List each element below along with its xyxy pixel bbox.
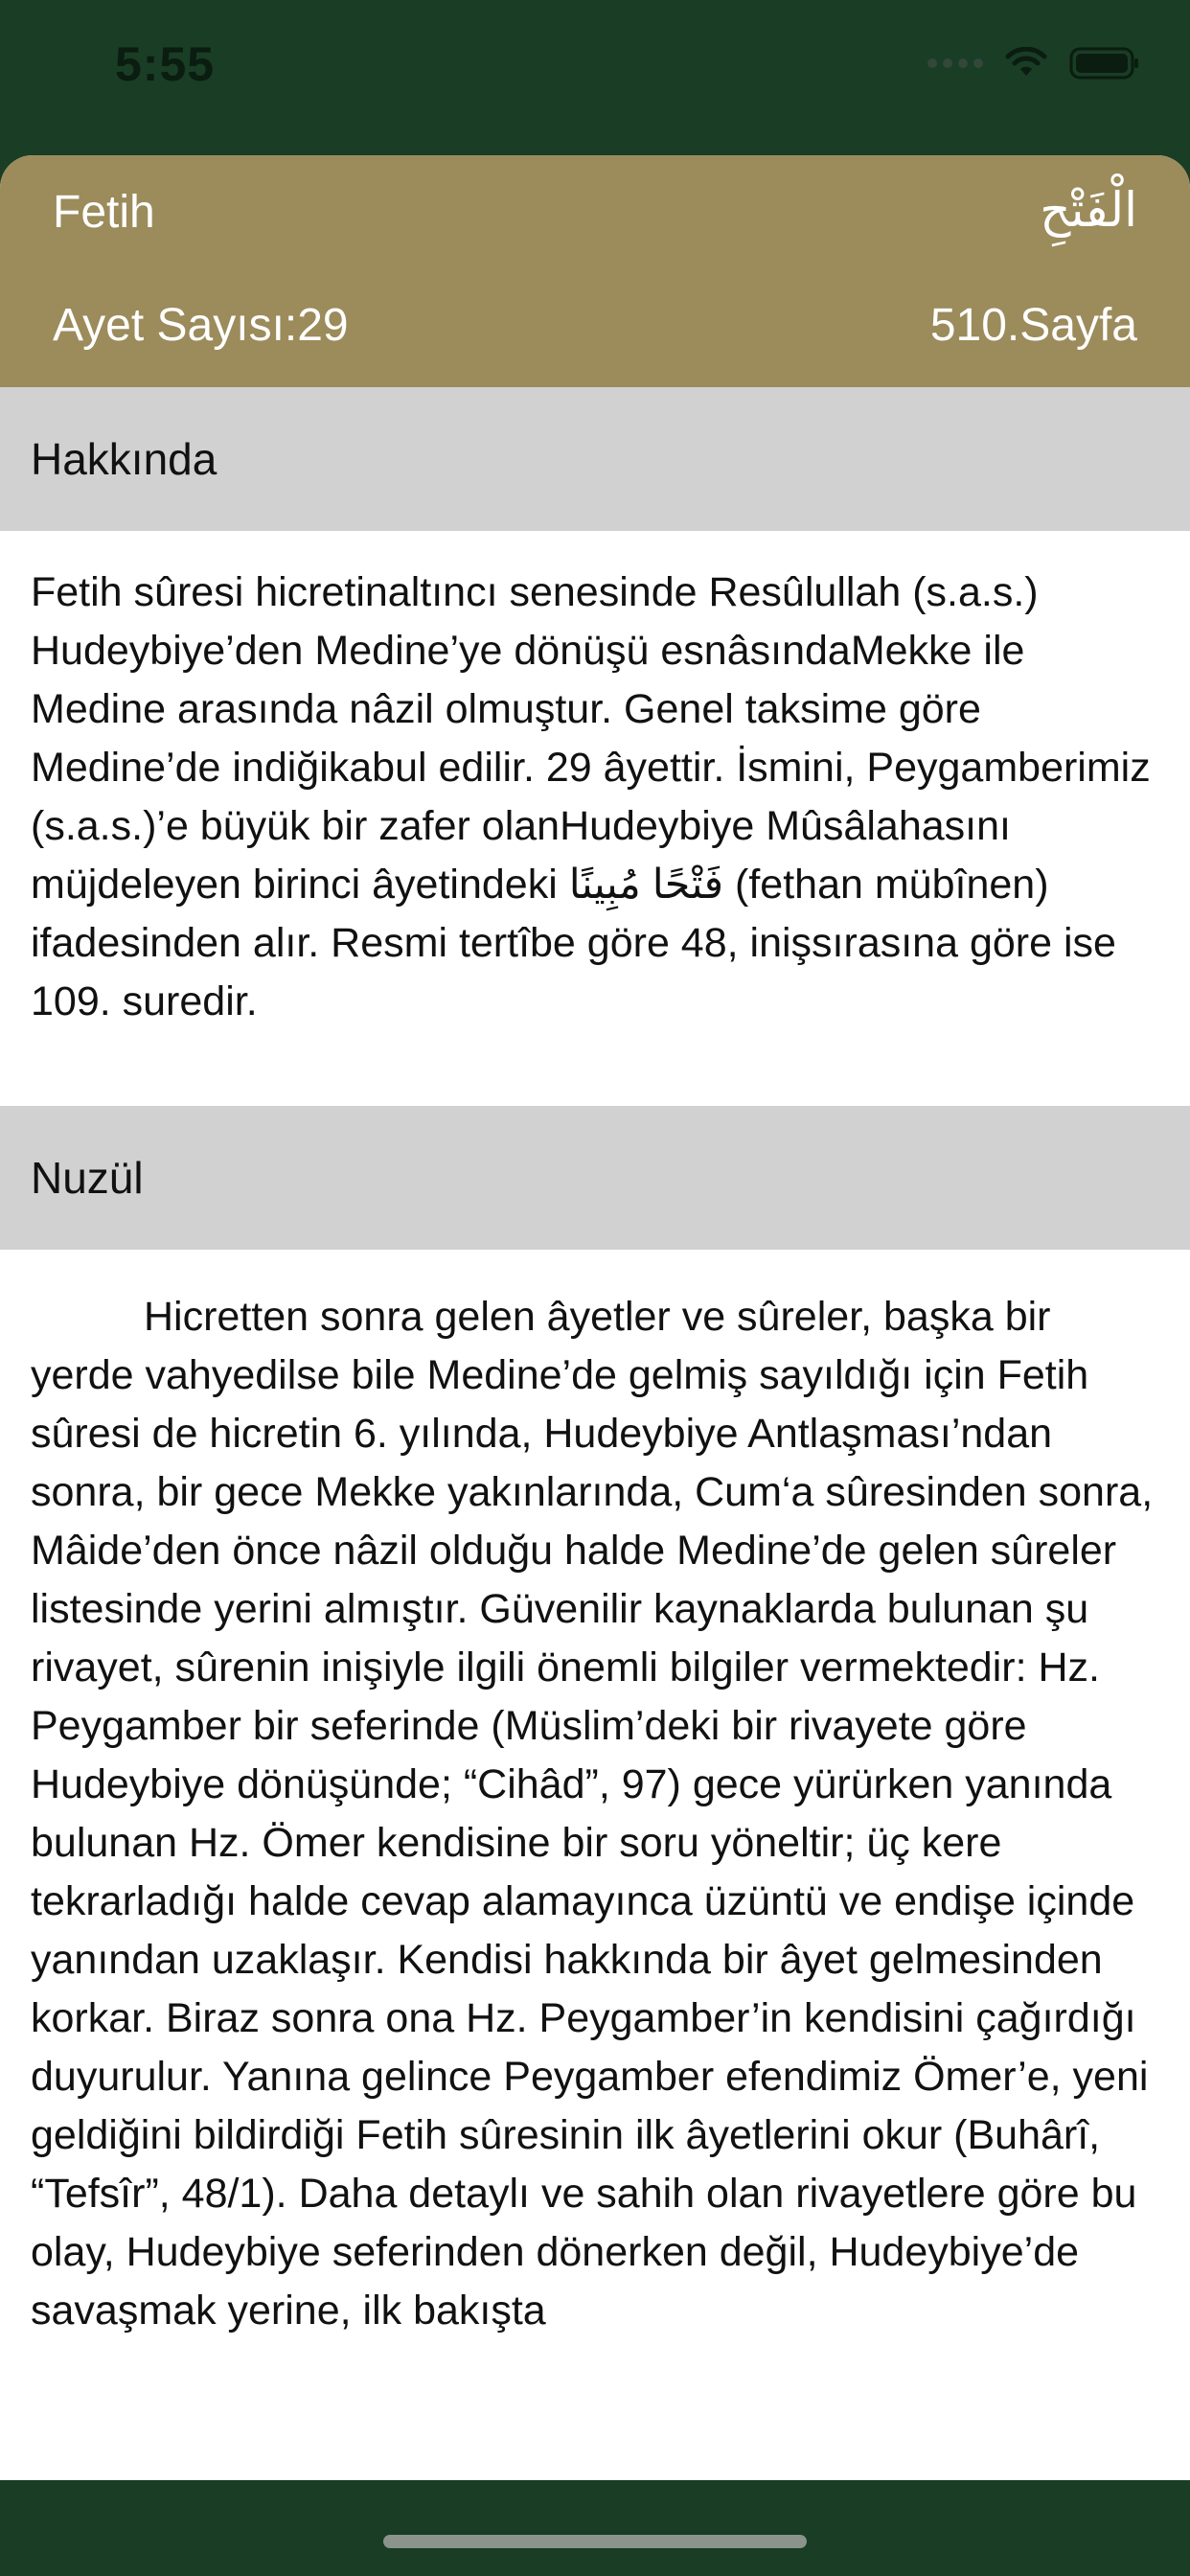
cellular-signal-icon — [927, 58, 983, 68]
page-number: 510.Sayfa — [929, 300, 1137, 351]
section-header-nuzul: Nuzül — [0, 1106, 1190, 1250]
sura-header — [0, 155, 1190, 387]
ayet-count: Ayet Sayısı:29 — [53, 300, 349, 351]
about-text: Fetih sûresi hicretinaltıncı senesinde Resûlullah (s.a.s.) Hudeybiye’den Medine’ye dönüşü esnâsındaMekke ile Medine arasında nâzil olmuştur. Genel taksime göre Medine’de indiğikabul edilir. 29 âyettir. İsmini, Peygamberimiz (s.a.s.)’e büyük bir zafer olanHudeybiye Mûsâlahasını müjdeleyen birinci âyetindeki فَتْحًا مُبِينًا (fethan mübînen) ifadesinden alır. Resmi tertîbe göre 48, inişsırasına göre ise 109. suredir. — [31, 569, 1151, 1024]
status-bar — [0, 0, 1190, 144]
bottom-bar — [0, 2480, 1190, 2576]
sura-detail-sheet — [0, 155, 1190, 2480]
sura-name: Fetih — [53, 187, 155, 238]
nuzul-text[interactable]: Hicretten sonra gelen âyetler ve sûreler, başka bir yerde vahyedilse bile Medine’de gelmiş sayıldığı için Fetih sûresi de hicretin 6. yılında, Hudeybiye Antlaşması’ndan sonra, bir gece Mekke yakınlarında, Cum‘a sûresinden sonra, Mâide’den önce nâzil olduğu halde Medine’de gelen sûreler listesinde yerini almıştır. Güvenilir kaynaklarda bulunan şu rivayet, sûrenin inişiyle ilgili önemli bilgiler vermektedir: Hz. Peygamber bir seferinde (Müslim’deki bir rivayete göre Hudeybiye dönüşünde; “Cihâd”, 97) gece yürürken yanında bulunan Hz. Ömer kendisine bir soru yöneltir; üç kere tekrarladığı halde cevap alamayınca üzüntü ve endişe içinde yanından uzaklaşır. Kendisi hakkında bir âyet gelmesinden korkar. Biraz sonra ona Hz. Peygamber’in kendisini çağırdığı duyurulur. Yanına gelince Peygamber efendimiz Ömer’e, yeni geldiğini bildirdiği Fetih sûresinin ilk âyetlerini okur (Buhârî, “Tefsîr”, 48/1). Daha detaylı ve sahih olan rivayetlere göre bu olay, Hudeybiye seferinden dönerken değil, Hudeybiye’de savaşmak yerine, ilk bakışta — [31, 1294, 1154, 2334]
status-indicators — [927, 46, 1140, 80]
wifi-icon — [1004, 47, 1048, 80]
status-time: 5:55 — [115, 37, 216, 91]
sura-arabic-name: الْفَتْحِ — [1040, 182, 1137, 238]
section-header-about: Hakkında — [0, 387, 1190, 531]
battery-icon — [1069, 46, 1140, 80]
home-indicator[interactable] — [383, 2535, 807, 2548]
